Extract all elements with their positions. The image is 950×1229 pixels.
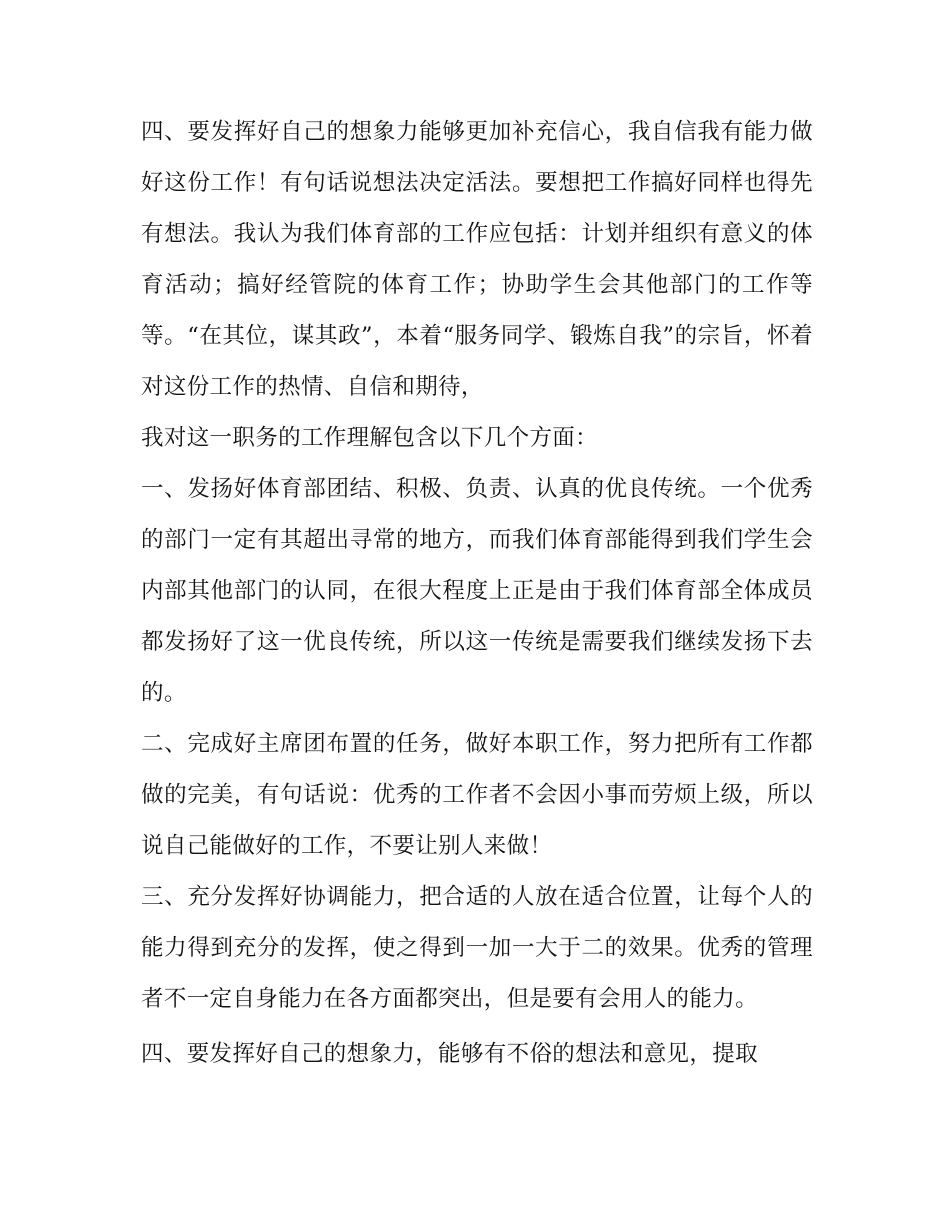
paragraph-3: 一、发扬好体育部团结、积极、负责、认真的优良传统。一个优秀的部门一定有其超出寻常的地方，而我们体育部能得到我们学生会内部其他部门的认同，在很大程度上正是由于我们体育部全体成员都发扬好了这一优良传统，所以这一传统是需要我们继续发扬下去的。 [141, 476, 813, 706]
paragraph-1: 四、要发挥好自己的想象力能够更加补充信心，我自信我有能力做好这份工作！有句话说想法决定活法。要想把工作搞好同样也得先有想法。我认为我们体育部的工作应包括：计划并组织有意义的体育活动；搞好经管院的体育工作；协助学生会其他部门的工作等等。“在其位，谋其政”，本着“服务同学、锻炼自我”的宗旨，怀着对这份工作的热情、自信和期待， [141, 119, 813, 400]
document-body [141, 107, 813, 1080]
paragraph-6: 四、要发挥好自己的想象力，能够有不俗的想法和意见，提取 [141, 1041, 758, 1067]
paragraph-4: 二、完成好主席团布置的任务，做好本职工作，努力把所有工作都做的完美，有句话说：优秀的工作者不会因小事而劳烦上级，所以说自己能做好的工作，不要让别人来做！ [141, 731, 813, 859]
paragraph-5: 三、充分发挥好协调能力，把合适的人放在适合位置，让每个人的能力得到充分的发挥，使之得到一加一大于二的效果。优秀的管理者不一定自身能力在各方面都突出，但是要有会用人的能力。 [141, 884, 813, 1012]
paragraph-2: 我对这一职务的工作理解包含以下几个方面： [141, 425, 599, 451]
